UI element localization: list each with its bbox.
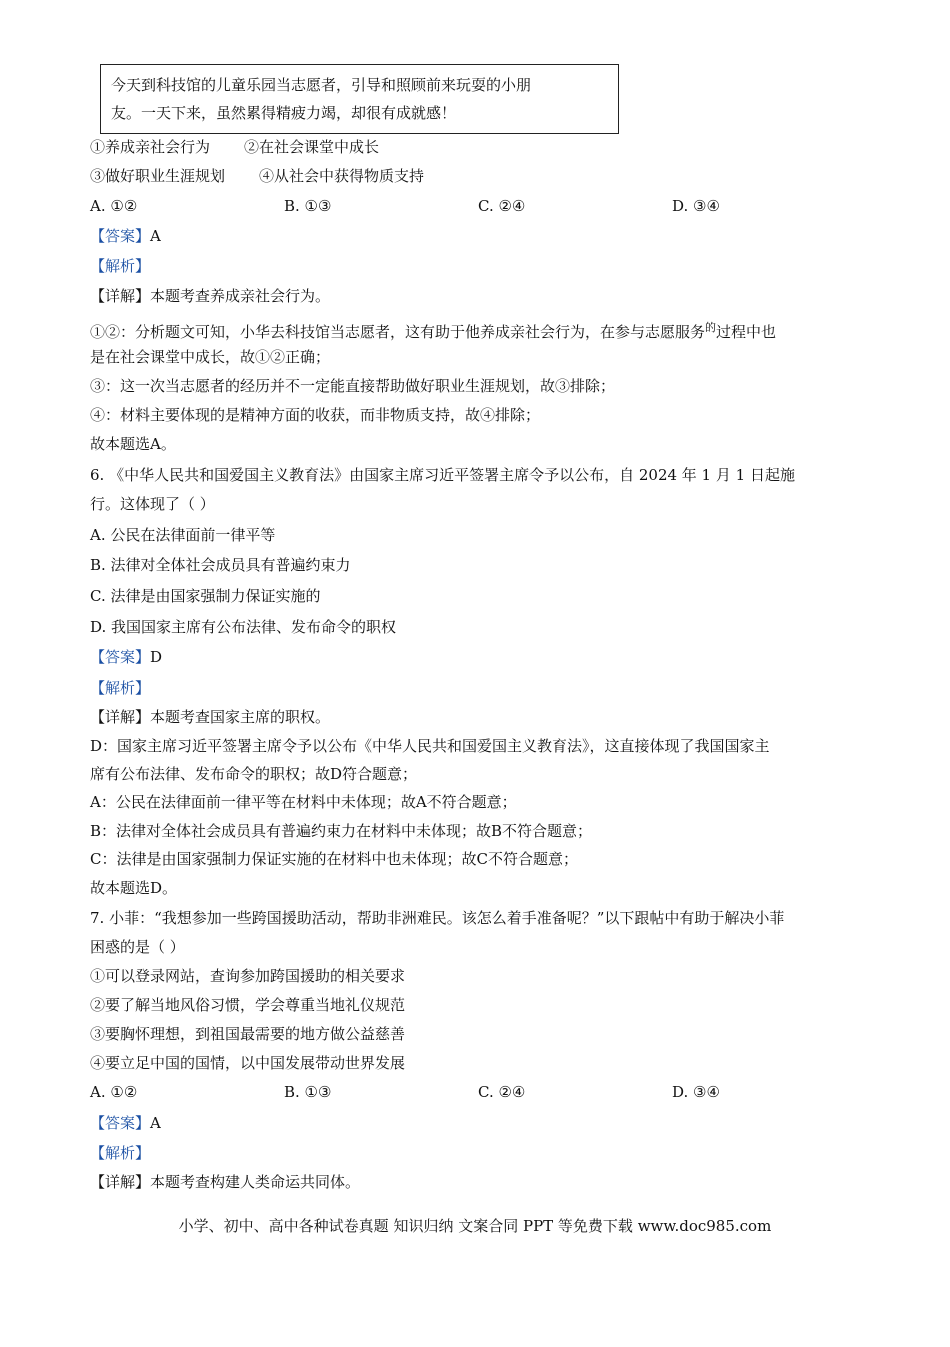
q7-item-2: ②要了解当地风俗习惯，学会尊重当地礼仪规范 [90, 996, 406, 1014]
detail-text: 本题考查构建人类命运共同体。 [150, 1173, 361, 1191]
q7-detail [90, 1172, 360, 1192]
q5-option-c: C. ②④ [478, 197, 526, 215]
answer-value: D [150, 648, 163, 666]
q5-analysis-label: 【解析】 [90, 257, 151, 275]
q5-detail [90, 286, 330, 306]
answer-value: A [150, 1114, 161, 1132]
q6-stem-line-1: 6. 《中华人民共和国爱国主义教育法》由国家主席习近平签署主席令予以公布，自 2024 年 1 月 1 日起施 [90, 466, 795, 484]
q7-analysis-label: 【解析】 [90, 1144, 151, 1162]
detail-label: 【详解】 [90, 708, 151, 726]
q7-option-a: A. ①② [90, 1083, 138, 1101]
material-box [100, 64, 619, 134]
q5-explanation-3: ④：材料主要体现的是精神方面的收获，而非物质支持，故④排除； [90, 406, 541, 424]
q5-item-3: ③做好职业生涯规划 [90, 167, 226, 185]
q5-explanation-1 [90, 318, 776, 342]
q5-conclusion: 故本题选A。 [90, 435, 176, 453]
detail-text: 本题考查养成亲社会行为。 [150, 287, 331, 305]
q7-item-3: ③要胸怀理想，到祖国最需要的地方做公益慈善 [90, 1025, 406, 1043]
q6-option-c: C. 法律是由国家强制力保证实施的 [90, 587, 321, 605]
page-footer: 小学、初中、高中各种试卷真题 知识归纳 文案合同 PPT 等免费下载 www.doc985.com [178, 1217, 772, 1235]
q6-detail [90, 707, 330, 727]
q5-answer [90, 226, 161, 246]
q6-option-b: B. 法律对全体社会成员具有普遍约束力 [90, 556, 351, 574]
answer-label: 【答案】 [90, 1114, 151, 1132]
q5-item-1: ①养成亲社会行为 [90, 138, 211, 156]
material-line-1: 今天到科技馆的儿童乐园当志愿者，引导和照顾前来玩耍的小朋 [111, 76, 532, 94]
q5-items-row-1 [90, 137, 379, 157]
q7-item-4: ④要立足中国的国情，以中国发展带动世界发展 [90, 1054, 406, 1072]
q7-stem-line-2: 困惑的是（ ） [90, 938, 185, 956]
exp1-de: 的 [705, 321, 717, 334]
q7-item-1: ①可以登录网站，查询参加跨国援助的相关要求 [90, 967, 406, 985]
q7-option-b: B. ①③ [284, 1083, 332, 1101]
q6-conclusion: 故本题选D。 [90, 879, 178, 897]
q5-explanation-1-cont: 是在社会课堂中成长，故①②正确； [90, 348, 331, 366]
q6-option-d: D. 我国国家主席有公布法律、发布命令的职权 [90, 618, 397, 636]
q7-stem-line-1: 7. 小菲：“我想参加一些跨国援助活动，帮助非洲难民。该怎么着手准备呢？”以下跟帖中有助于解决小菲 [90, 909, 785, 927]
answer-label: 【答案】 [90, 648, 151, 666]
q5-item-4: ④从社会中获得物质支持 [259, 167, 425, 185]
q5-item-2: ②在社会课堂中成长 [244, 138, 380, 156]
q6-answer [90, 647, 162, 667]
detail-label: 【详解】 [90, 1173, 151, 1191]
q6-explanation-d-1: D：国家主席习近平签署主席令予以公布《中华人民共和国爱国主义教育法》，这直接体现了我国国家主 [90, 737, 770, 755]
exp1-part2: 过程中也 [716, 323, 777, 341]
q6-explanation-a: A：公民在法律面前一律平等在材料中未体现；故A不符合题意； [90, 793, 517, 811]
q6-option-a: A. 公民在法律面前一律平等 [90, 526, 276, 544]
material-line-2: 友。一天下来，虽然累得精疲力竭，却很有成就感！ [111, 104, 457, 122]
q5-items-row-2 [90, 166, 424, 186]
q5-option-b: B. ①③ [284, 197, 332, 215]
q6-explanation-d-2: 席有公布法律、发布命令的职权；故D符合题意； [90, 765, 418, 783]
q5-option-a: A. ①② [90, 197, 138, 215]
q7-answer [90, 1113, 161, 1133]
detail-label: 【详解】 [90, 287, 151, 305]
answer-label: 【答案】 [90, 227, 151, 245]
q7-option-d: D. ③④ [672, 1083, 720, 1101]
q5-option-d: D. ③④ [672, 197, 720, 215]
q6-explanation-b: B：法律对全体社会成员具有普遍约束力在材料中未体现；故B不符合题意； [90, 822, 593, 840]
exp1-part1: ①②：分析题文可知，小华去科技馆当志愿者，这有助于他养成亲社会行为，在参与志愿服务 [90, 323, 706, 341]
answer-value: A [150, 227, 161, 245]
q5-explanation-2: ③：这一次当志愿者的经历并不一定能直接帮助做好职业生涯规划，故③排除； [90, 377, 616, 395]
detail-text: 本题考查国家主席的职权。 [150, 708, 331, 726]
q6-explanation-c: C：法律是由国家强制力保证实施的在材料中也未体现；故C不符合题意； [90, 850, 578, 868]
q7-option-c: C. ②④ [478, 1083, 526, 1101]
q6-analysis-label: 【解析】 [90, 679, 151, 697]
q6-stem-line-2: 行。这体现了（ ） [90, 495, 215, 513]
